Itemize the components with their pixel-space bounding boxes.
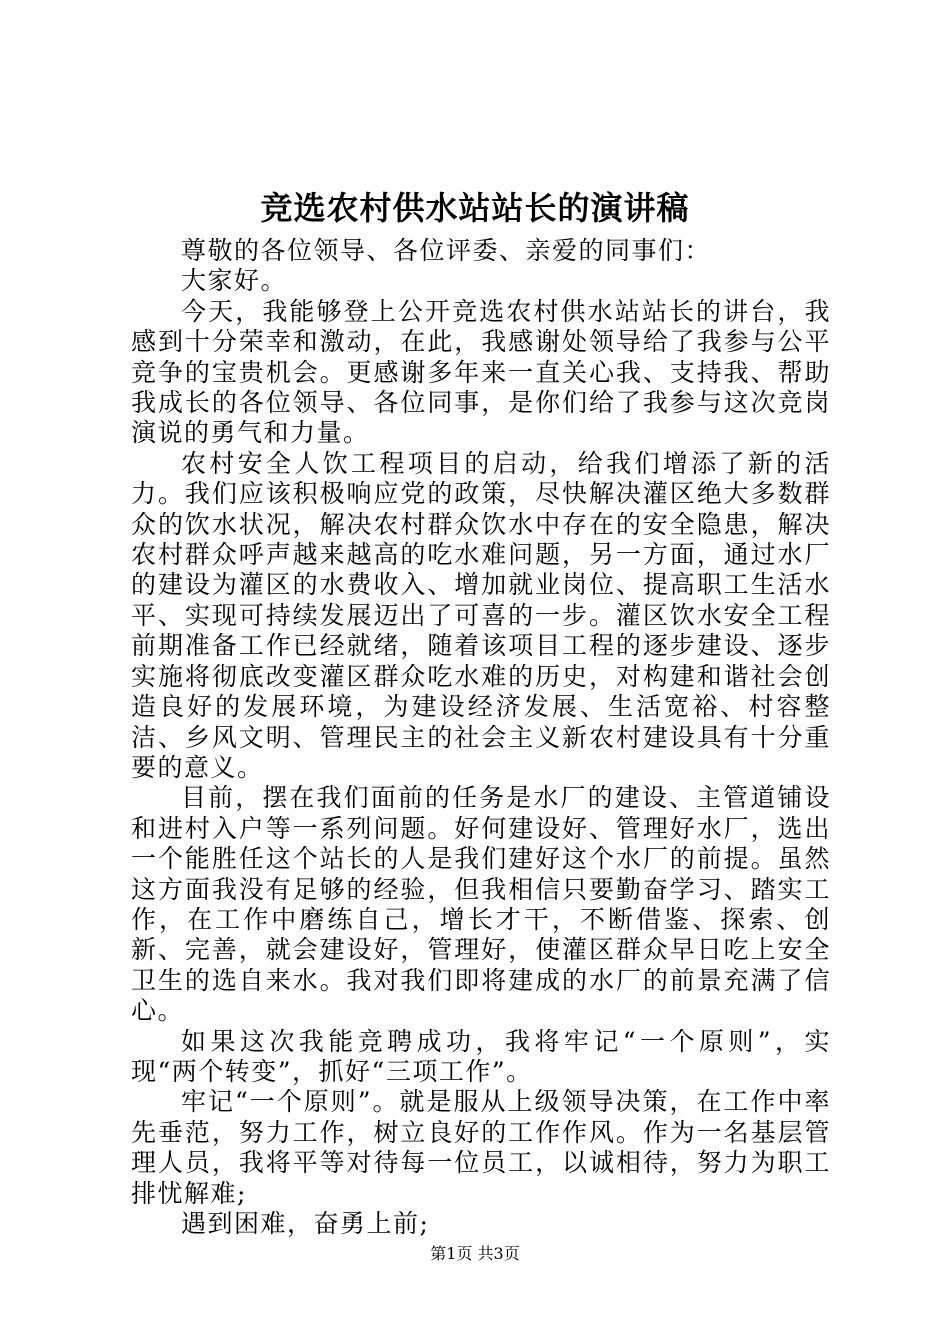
- body-paragraph: 农村安全人饮工程项目的启动，给我们增添了新的活力。我们应该积极响应党的政策，尽快解决灌区绝大多数群众的饮水状况，解决农村群众饮水中存在的安全隐患，解决农村群众呼声越来越高的吃水难问题，另一方面，通过水厂的建设为灌区的水费收入、增加就业岗位、提高职工生活水平、实现可持续发展迈出了可喜的一步。灌区饮水安全工程前期准备工作已经就绪，随着该项目工程的逐步建设、逐步实施将彻底改变灌区群众吃水难的历史，对构建和谐社会创造良好的发展环境，为建设经济发展、生活宽裕、村容整洁、乡风文明、管理民主的社会主义新农村建设具有十分重要的意义。: [131, 448, 831, 782]
- body-paragraph: 牢记“一个原则”。就是服从上级领导决策，在工作中率先垂范，努力工作，树立良好的工作作风。作为一名基层管理人员，我将平等对待每一位员工，以诚相待，努力为职工排忧解难;: [131, 1087, 831, 1208]
- document-title: 竞选农村供水站站长的演讲稿: [260, 189, 690, 227]
- document-body: [131, 236, 831, 1239]
- body-paragraph: 遇到困难，奋勇上前;: [181, 1209, 430, 1238]
- salutation-paragraph: 尊敬的各位领导、各位评委、亲爱的同事们：: [181, 236, 712, 265]
- body-paragraph: 目前，摆在我们面前的任务是水厂的建设、主管道铺设和进村入户等一系列问题。好何建设好、管理好水厂，选出一个能胜任这个站长的人是我们建好这个水厂的前提。虽然这方面我没有足够的经验，但我相信只要勤奋学习、踏实工作，在工作中磨练自己，增长才干，不断借鉴、探索、创新、完善，就会建设好，管理好，使灌区群众早日吃上安全卫生的选自来水。我对我们即将建成的水厂的前景充满了信心。: [131, 783, 831, 1026]
- page-number-footer: 第1页 共3页: [430, 1244, 520, 1263]
- body-paragraph: 如果这次我能竞聘成功，我将牢记“一个原则”，实现“两个转变”，抓好“三项工作”。: [131, 1026, 831, 1086]
- body-paragraph: 今天，我能够登上公开竞选农村供水站站长的讲台，我感到十分荣幸和激动，在此，我感谢处领导给了我参与公平竞争的宝贵机会。更感谢多年来一直关心我、支持我、帮助我成长的各位领导、各位同事，是你们给了我参与这次竞岗演说的勇气和力量。: [131, 296, 831, 448]
- greeting-paragraph: 大家好。: [181, 266, 288, 296]
